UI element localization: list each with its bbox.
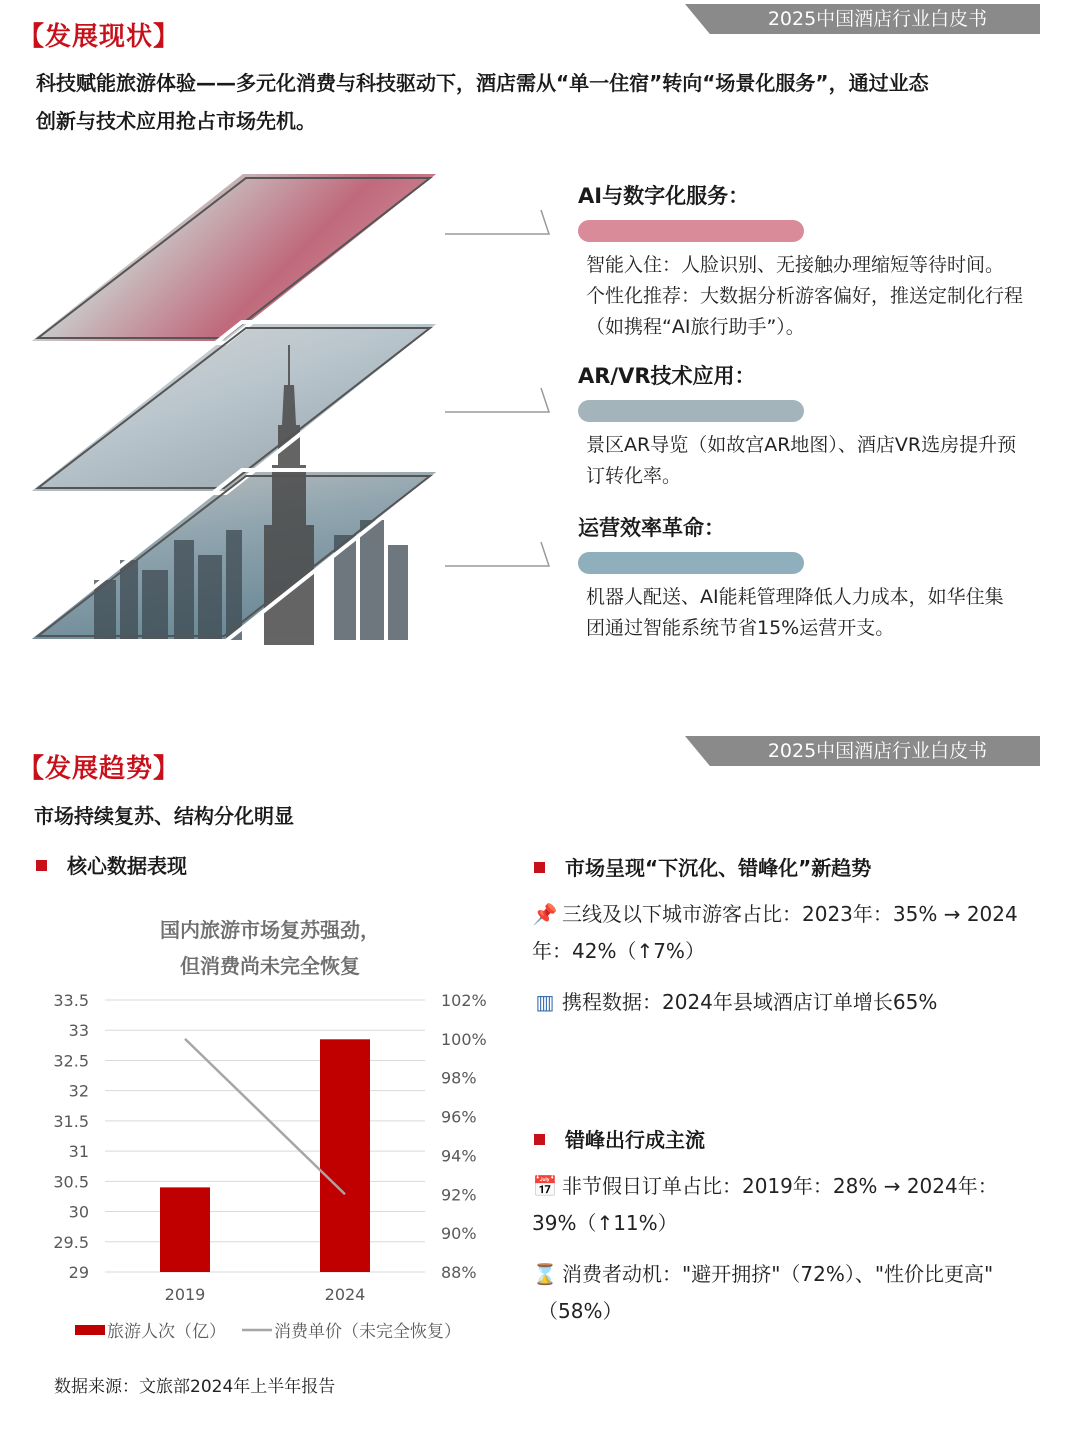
document-banner	[685, 4, 1040, 34]
feature-accent-bar	[578, 552, 804, 574]
feature-ar-vr	[578, 360, 1058, 492]
trend-text: 年：42%（↑7%）	[532, 939, 705, 963]
y-left-tick-label: 30	[68, 1202, 89, 1222]
feature-line: 智能入住：人脸识别、无接触办理缩短等待时间。	[586, 254, 1005, 276]
feature-operations	[578, 512, 1058, 644]
intro-paragraph	[36, 64, 1036, 140]
offpeak-heading	[534, 1124, 705, 1153]
trend-subtitle: 市场持续复苏、结构分化明显	[34, 804, 294, 828]
y-left-tick-label: 31.5	[53, 1111, 89, 1131]
y-left-tick-label: 32	[68, 1081, 89, 1101]
x-tick-label: 2024	[324, 1285, 366, 1304]
section-title-current: 【发展现状】	[18, 22, 181, 52]
feature-title: 运营效率革命：	[578, 516, 725, 540]
trend-text: 消费者动机："避开拥挤"（72%）、"性价比更高"	[562, 1262, 994, 1286]
trend-text: 三线及以下城市游客占比：2023年：35% → 2024	[562, 902, 1018, 926]
hourglass-icon: ⌛	[532, 1262, 558, 1286]
y-right-tick-label: 100%	[441, 1029, 487, 1049]
trend-text: （58%）	[538, 1299, 623, 1323]
y-left-tick-label: 32.5	[53, 1051, 89, 1071]
y-left-tick-label: 31	[68, 1142, 89, 1162]
trend-text: 携程数据：2024年县域酒店订单增长65%	[562, 990, 938, 1014]
bar-tourist-trips	[320, 1039, 370, 1272]
feature-accent-bar	[578, 400, 804, 422]
section-title-trend: 【发展趋势】	[18, 754, 181, 784]
feature-title: AI与数字化服务：	[578, 184, 750, 208]
document-banner	[685, 736, 1040, 766]
legend-label-bar: 旅游人次（亿）	[107, 1322, 226, 1342]
collage-frame	[24, 170, 444, 345]
trend-text: 39%（↑11%）	[532, 1211, 678, 1235]
feature-body	[578, 430, 1058, 492]
y-left-tick-label: 30.5	[53, 1172, 89, 1192]
connector-line	[445, 540, 553, 570]
non-holiday-share	[532, 1168, 1052, 1242]
intro-line: 创新与技术应用抢占市场先机。	[36, 109, 316, 133]
feature-ai-digital	[578, 180, 1058, 343]
feature-line: 团通过智能系统节省15%运营开支。	[586, 617, 895, 639]
heading-text: 市场呈现“下沉化、错峰化”新趋势	[565, 856, 872, 880]
trend-panel	[0, 712, 1080, 1412]
y-right-tick-label: 88%	[441, 1263, 477, 1282]
y-right-tick-label: 96%	[441, 1107, 477, 1127]
collage-frame	[24, 468, 444, 643]
market-trend-heading	[534, 852, 871, 881]
intro-line: 科技赋能旅游体验——多元化消费与科技驱动下，酒店需从“单一住宿”转向“场景化服务”，通过业态	[36, 71, 929, 95]
feature-line: 个性化推荐：大数据分析游客偏好，推送定制化行程	[586, 285, 1024, 307]
calendar-icon: 📅	[532, 1174, 558, 1198]
feature-line: 机器人配送、AI能耗管理降低人力成本，如华住集	[586, 586, 1004, 608]
chart-title-line: 国内旅游市场复苏强劲，	[160, 918, 380, 942]
legend-swatch-bar	[75, 1325, 105, 1335]
heading-text: 错峰出行成主流	[565, 1128, 705, 1152]
y-left-tick-label: 33.5	[53, 991, 89, 1010]
feature-line: （如携程“AI旅行助手”）。	[586, 316, 805, 338]
county-hotel-orders	[532, 984, 1052, 1021]
chart-title-line: 但消费尚未完全恢复	[180, 954, 360, 978]
red-square-bullet	[534, 862, 545, 873]
data-source: 数据来源：文旅部2024年上半年报告	[54, 1377, 336, 1397]
red-square-bullet	[534, 1134, 545, 1145]
feature-title: AR/VR技术应用：	[578, 364, 756, 388]
banner-text: 2025中国酒店行业白皮书	[767, 8, 988, 30]
y-right-tick-label: 92%	[441, 1185, 477, 1205]
feature-line: 订转化率。	[586, 465, 682, 487]
heading-text: 核心数据表现	[67, 854, 187, 878]
trend-text: 非节假日订单占比：2019年：28% → 2024年：	[562, 1174, 998, 1198]
chart-title	[120, 912, 420, 984]
bar-tourist-trips	[160, 1187, 210, 1272]
red-square-bullet	[36, 860, 47, 871]
pushpin-icon: 📌	[532, 902, 558, 926]
chart-icon: ▥	[535, 990, 555, 1014]
y-left-tick-label: 29	[68, 1263, 89, 1282]
y-right-tick-label: 102%	[441, 991, 487, 1010]
y-left-tick-label: 29.5	[53, 1232, 89, 1252]
feature-line: 景区AR导览（如故宫AR地图）、酒店VR选房提升预	[586, 434, 1017, 456]
connector-line	[445, 208, 553, 238]
tourism-recovery-chart	[30, 982, 500, 1352]
consumer-motivation	[532, 1256, 1052, 1330]
x-tick-label: 2019	[164, 1285, 206, 1304]
banner-text: 2025中国酒店行业白皮书	[767, 740, 988, 762]
core-data-heading	[36, 850, 187, 879]
y-left-tick-label: 33	[68, 1021, 89, 1041]
lower-tier-city-share	[532, 896, 1052, 970]
legend-label-line: 消费单价（未完全恢复）	[274, 1322, 461, 1342]
feature-accent-bar	[578, 220, 804, 242]
current-status-panel	[0, 0, 1080, 680]
y-right-tick-label: 90%	[441, 1224, 477, 1244]
y-right-tick-label: 98%	[441, 1068, 477, 1088]
connector-line	[445, 386, 553, 416]
feature-body	[578, 582, 1058, 644]
tech-city-collage	[24, 170, 444, 650]
feature-body	[578, 250, 1058, 343]
y-right-tick-label: 94%	[441, 1146, 477, 1166]
